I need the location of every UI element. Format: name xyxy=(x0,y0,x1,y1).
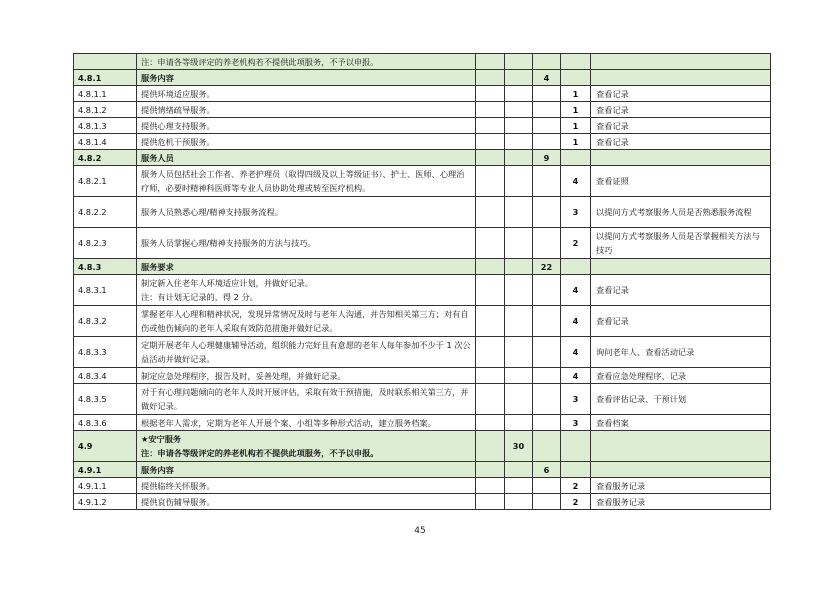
item-description-cell: 服务要求 xyxy=(137,259,476,275)
blank-cell xyxy=(476,275,505,306)
blank-cell xyxy=(476,494,505,510)
check-method-cell: 查看服务记录 xyxy=(591,494,771,510)
section-score-cell xyxy=(505,368,533,384)
item-score-cell: 1 xyxy=(561,134,591,150)
item-description-cell: 根据老年人需求，定期为老年人开展个案、小组等多种形式活动，建立服务档案。 xyxy=(137,415,476,431)
item-score-cell: 2 xyxy=(561,494,591,510)
table-row xyxy=(74,197,771,228)
blank-cell xyxy=(476,431,505,462)
item-code-cell: 4.8.1 xyxy=(74,70,137,86)
check-method-cell: 查看记录 xyxy=(591,118,771,134)
subsection-score-cell xyxy=(533,415,561,431)
item-score-cell: 4 xyxy=(561,306,591,337)
section-score-cell xyxy=(505,259,533,275)
table-row xyxy=(74,166,771,197)
blank-cell xyxy=(476,197,505,228)
table-row xyxy=(74,228,771,259)
section-score-cell xyxy=(505,415,533,431)
subsection-score-cell xyxy=(533,368,561,384)
table-row xyxy=(74,70,771,86)
section-score-cell xyxy=(505,134,533,150)
item-code-cell: 4.8.3 xyxy=(74,259,137,275)
section-score-cell xyxy=(505,54,533,70)
subsection-score-cell xyxy=(533,337,561,368)
item-description-cell: 制定应急处理程序，报告及时，妥善处理，并做好记录。 xyxy=(137,368,476,384)
section-score-cell xyxy=(505,102,533,118)
item-code-cell: 4.8.2.2 xyxy=(74,197,137,228)
item-description-cell: 服务内容 xyxy=(137,70,476,86)
subsection-score-cell xyxy=(533,478,561,494)
item-score-cell: 4 xyxy=(561,166,591,197)
table-row xyxy=(74,275,771,306)
table-row xyxy=(74,337,771,368)
check-method-cell xyxy=(591,54,771,70)
item-code-cell: 4.8.2.1 xyxy=(74,166,137,197)
section-score-cell xyxy=(505,166,533,197)
item-score-cell: 2 xyxy=(561,228,591,259)
item-code-cell: 4.9.1 xyxy=(74,462,137,478)
blank-cell xyxy=(476,259,505,275)
item-score-cell xyxy=(561,150,591,166)
section-score-cell xyxy=(505,228,533,259)
item-code-cell: 4.8.2 xyxy=(74,150,137,166)
item-description-cell: 提供哀伤辅导服务。 xyxy=(137,494,476,510)
table-row xyxy=(74,118,771,134)
item-description-cell: 服务人员掌握心理/精神支持服务的方法与技巧。 xyxy=(137,228,476,259)
subsection-score-cell xyxy=(533,494,561,510)
blank-cell xyxy=(476,54,505,70)
check-method-cell xyxy=(591,70,771,86)
subsection-score-cell xyxy=(533,306,561,337)
section-score-cell xyxy=(505,197,533,228)
item-score-cell xyxy=(561,259,591,275)
check-method-cell xyxy=(591,431,771,462)
item-description-cell: 服务人员包括社会工作者、养老护理员（取得四级及以上等级证书）、护士、医师、心理治疗师，必要时精神科医师等专业人员协助处理或转至医疗机构。 xyxy=(137,166,476,197)
blank-cell xyxy=(476,415,505,431)
table-row xyxy=(74,102,771,118)
item-description-cell: 注：申请各等级评定的养老机构若不提供此项服务，不予以申报。 xyxy=(137,54,476,70)
check-method-cell: 查看记录 xyxy=(591,102,771,118)
item-code-cell: 4.8.3.4 xyxy=(74,368,137,384)
check-method-cell: 以提问方式考察服务人员是否掌握相关方法与技巧 xyxy=(591,228,771,259)
table-row xyxy=(74,259,771,275)
section-score-cell xyxy=(505,306,533,337)
item-code-cell: 4.8.3.1 xyxy=(74,275,137,306)
blank-cell xyxy=(476,337,505,368)
table-body xyxy=(74,54,771,510)
item-score-cell: 3 xyxy=(561,197,591,228)
table-row xyxy=(74,368,771,384)
item-description-cell: 提供临终关怀服务。 xyxy=(137,478,476,494)
section-score-cell xyxy=(505,337,533,368)
item-description-cell: 制定新入住老年人环境适应计划，并做好记录。 注：有计划无记录的，得 2 分。 xyxy=(137,275,476,306)
item-code-cell: 4.8.1.3 xyxy=(74,118,137,134)
table-row xyxy=(74,494,771,510)
item-score-cell: 2 xyxy=(561,478,591,494)
item-score-cell xyxy=(561,431,591,462)
subsection-score-cell xyxy=(533,102,561,118)
blank-cell xyxy=(476,478,505,494)
section-score-cell xyxy=(505,384,533,415)
item-code-cell: 4.9.1.2 xyxy=(74,494,137,510)
item-description-cell: 提供情绪疏导服务。 xyxy=(137,102,476,118)
item-score-cell: 4 xyxy=(561,337,591,368)
table-row xyxy=(74,384,771,415)
subsection-score-cell xyxy=(533,275,561,306)
page-number: 45 xyxy=(414,526,426,536)
item-description-cell: 掌握老年人心理和精神状况，发现异常情况及时与老年人沟通，并告知相关第三方；对有自伤或他伤倾向的老年人采取有效防范措施并做好记录。 xyxy=(137,306,476,337)
item-code-cell: 4.8.1.4 xyxy=(74,134,137,150)
subsection-score-cell xyxy=(533,54,561,70)
item-description-cell: 提供环境适应服务。 xyxy=(137,86,476,102)
item-code-cell: 4.8.1.1 xyxy=(74,86,137,102)
section-score-cell xyxy=(505,86,533,102)
blank-cell xyxy=(476,86,505,102)
blank-cell xyxy=(476,134,505,150)
item-description-cell: 对于有心理问题倾向的老年人及时开展评估，采取有效干预措施，及时联系相关第三方，并做好记录。 xyxy=(137,384,476,415)
item-code-cell: 4.8.1.2 xyxy=(74,102,137,118)
section-score-cell xyxy=(505,494,533,510)
blank-cell xyxy=(476,118,505,134)
section-score-cell xyxy=(505,462,533,478)
subsection-score-cell xyxy=(533,166,561,197)
section-score-cell xyxy=(505,118,533,134)
check-method-cell: 查看评估记录、干预计划 xyxy=(591,384,771,415)
assessment-table xyxy=(73,53,771,510)
item-description-cell: ★安宁服务 注：申请各等级评定的养老机构若不提供此项服务，不予以申报。 xyxy=(137,431,476,462)
table-row xyxy=(74,54,771,70)
subsection-score-cell: 9 xyxy=(533,150,561,166)
subsection-score-cell: 22 xyxy=(533,259,561,275)
item-description-cell: 提供危机干预服务。 xyxy=(137,134,476,150)
item-score-cell: 1 xyxy=(561,86,591,102)
subsection-score-cell: 4 xyxy=(533,70,561,86)
subsection-score-cell xyxy=(533,228,561,259)
item-description-cell: 定期开展老年人心理健康辅导活动，组织能力完好且有意愿的老年人每年参加不少于 1 次公益活动并做好记录。 xyxy=(137,337,476,368)
subsection-score-cell xyxy=(533,134,561,150)
check-method-cell xyxy=(591,259,771,275)
item-description-cell: 服务人员熟悉心理/精神支持服务流程。 xyxy=(137,197,476,228)
check-method-cell: 查看记录 xyxy=(591,275,771,306)
item-score-cell xyxy=(561,462,591,478)
item-score-cell xyxy=(561,54,591,70)
item-description-cell: 服务内容 xyxy=(137,462,476,478)
item-code-cell: 4.8.3.3 xyxy=(74,337,137,368)
section-score-cell xyxy=(505,275,533,306)
item-code-cell xyxy=(74,54,137,70)
check-method-cell: 以提问方式考察服务人员是否熟悉服务流程 xyxy=(591,197,771,228)
subsection-score-cell xyxy=(533,384,561,415)
item-code-cell: 4.9.1.1 xyxy=(74,478,137,494)
check-method-cell: 询问老年人、查看活动记录 xyxy=(591,337,771,368)
item-code-cell: 4.8.2.3 xyxy=(74,228,137,259)
blank-cell xyxy=(476,228,505,259)
item-code-cell: 4.8.3.6 xyxy=(74,415,137,431)
check-method-cell: 查看记录 xyxy=(591,86,771,102)
item-score-cell: 4 xyxy=(561,368,591,384)
subsection-score-cell xyxy=(533,118,561,134)
section-score-cell xyxy=(505,70,533,86)
blank-cell xyxy=(476,70,505,86)
blank-cell xyxy=(476,306,505,337)
check-method-cell: 查看证照 xyxy=(591,166,771,197)
item-score-cell xyxy=(561,70,591,86)
check-method-cell: 查看服务记录 xyxy=(591,478,771,494)
blank-cell xyxy=(476,462,505,478)
item-code-cell: 4.9 xyxy=(74,431,137,462)
section-score-cell: 30 xyxy=(505,431,533,462)
check-method-cell xyxy=(591,462,771,478)
item-score-cell: 1 xyxy=(561,102,591,118)
blank-cell xyxy=(476,384,505,415)
table-row xyxy=(74,478,771,494)
table-row xyxy=(74,462,771,478)
blank-cell xyxy=(476,150,505,166)
section-score-cell xyxy=(505,150,533,166)
item-score-cell: 3 xyxy=(561,384,591,415)
blank-cell xyxy=(476,102,505,118)
table-row xyxy=(74,86,771,102)
blank-cell xyxy=(476,166,505,197)
item-description-cell: 服务人员 xyxy=(137,150,476,166)
check-method-cell xyxy=(591,150,771,166)
table-row xyxy=(74,431,771,462)
subsection-score-cell xyxy=(533,197,561,228)
check-method-cell: 查看应急处理程序、记录 xyxy=(591,368,771,384)
section-score-cell xyxy=(505,478,533,494)
item-score-cell: 3 xyxy=(561,415,591,431)
item-code-cell: 4.8.3.5 xyxy=(74,384,137,415)
item-score-cell: 4 xyxy=(561,275,591,306)
table-row xyxy=(74,150,771,166)
table-row xyxy=(74,306,771,337)
blank-cell xyxy=(476,368,505,384)
item-description-cell: 提供心理支持服务。 xyxy=(137,118,476,134)
subsection-score-cell: 6 xyxy=(533,462,561,478)
check-method-cell: 查看记录 xyxy=(591,134,771,150)
table-row xyxy=(74,134,771,150)
check-method-cell: 查看档案 xyxy=(591,415,771,431)
table-row xyxy=(74,415,771,431)
subsection-score-cell xyxy=(533,431,561,462)
subsection-score-cell xyxy=(533,86,561,102)
item-score-cell: 1 xyxy=(561,118,591,134)
item-code-cell: 4.8.3.2 xyxy=(74,306,137,337)
check-method-cell: 查看记录 xyxy=(591,306,771,337)
